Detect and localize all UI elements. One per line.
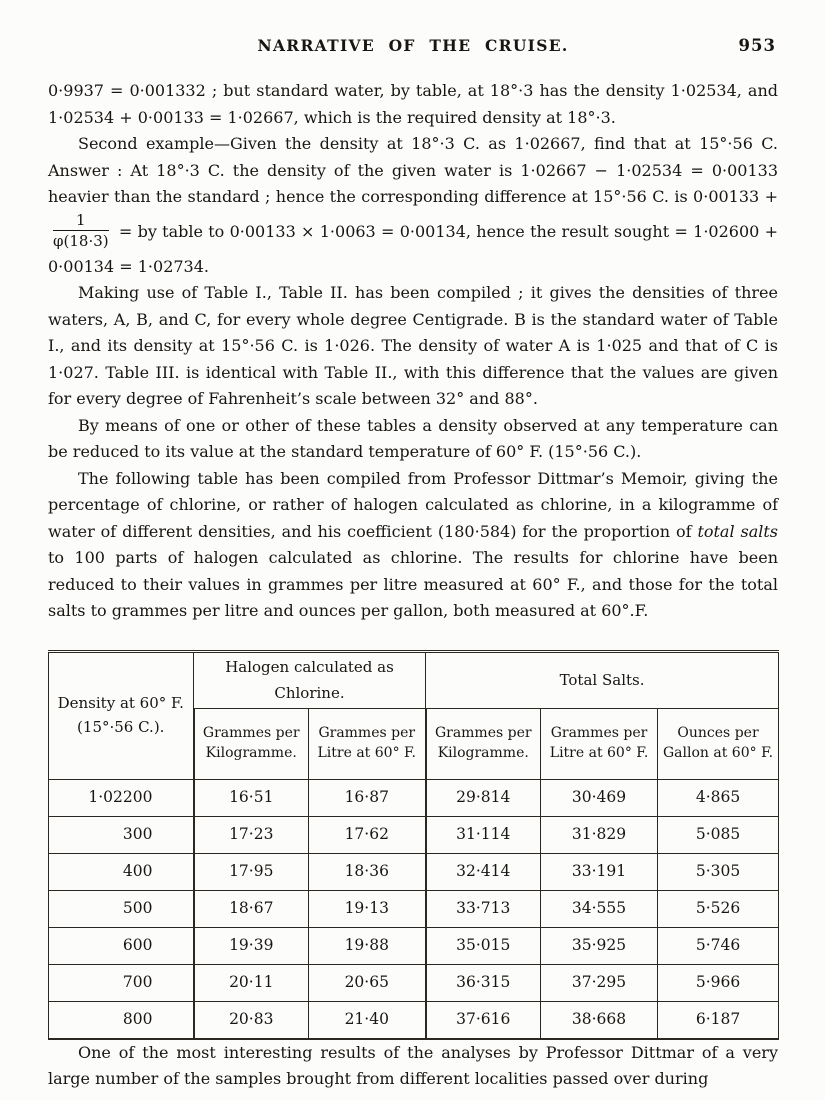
table-cell: 700 [49,964,194,1001]
table-row [49,853,779,890]
table-cell: 17·23 [194,816,309,853]
paragraph-text: The following table has been compiled from Professor Dittmar’s Memoir, giving the percentage of chlorine, or rather of halogen calculated as chlorine, in a kilogramme of water of different densities, and his coefficient (180·584) for the proportion of [48,468,778,541]
paragraph-results-intro: One of the most interesting results of the analyses by Professor Dittmar of a very large number of the samples brought from different localities passed over during [48,1042,778,1088]
table-cell: 16·87 [309,779,426,816]
paragraph-text: Second example—Given the density at 18°·3 C. as 1·02667, find that at 15°·56 C. Answer : At 18°·3 C. the density of the given water is 1·02667 − 1·02534 = 0·00133 heavier than the standard ; hence the corresponding difference at 15°·56 C. is 0·00133 + [48,134,778,206]
table-cell: 33·191 [541,853,658,890]
table-cell: 33·713 [426,890,541,927]
table-cell: 400 [49,853,194,890]
table-cell: 31·114 [426,816,541,853]
table-cell: 21·40 [309,1001,426,1039]
table-cell: 800 [49,1001,194,1039]
table-cell: 37·295 [541,964,658,1001]
group-header-total-salts: Total Salts. [426,651,779,708]
table-cell: 5·526 [658,890,779,927]
table-cell: 35·925 [541,927,658,964]
table-cell: 18·67 [194,890,309,927]
table-cell: 37·616 [426,1001,541,1039]
fraction-denominator: φ(18·3) [53,231,109,250]
table-row [49,927,779,964]
table-cell: 38·668 [541,1001,658,1039]
table-cell: 4·865 [658,779,779,816]
table-cell: 17·62 [309,816,426,853]
group-header-halogen: Halogen calculated as Chlorine. [194,651,426,708]
table-cell: 19·13 [309,890,426,927]
paragraph-continuation: 0·9937 = 0·001332 ; but standard water, by table, at 18°·3 has the density 1·02534, and 1·02534 + 0·00133 = 1·02667, which is the required density at 18°·3. [48,81,778,127]
inline-fraction [53,211,109,250]
salinity-table [48,650,779,1040]
table-cell: 20·11 [194,964,309,1001]
running-title: NARRATIVE OF THE CRUISE. [257,36,569,55]
table-cell: 19·88 [309,927,426,964]
table-cell: 5·085 [658,816,779,853]
emphasized-text: total salts [697,521,778,541]
table-cell: 500 [49,890,194,927]
table-cell: 30·469 [541,779,658,816]
table-cell: 20·83 [194,1001,309,1039]
table-cell: 36·315 [426,964,541,1001]
table-cell: 300 [49,816,194,853]
table-cell: 17·95 [194,853,309,890]
paragraph-reduction-note: By means of one or other of these tables a density observed at any temperature can be reduced to its value at the standard temperature of 60° F. (15°·56 C.). [48,415,778,461]
table-cell: 6·187 [658,1001,779,1039]
table-cell: 600 [49,927,194,964]
paragraph-dittmar-table-intro [48,466,778,625]
table-cell: 5·966 [658,964,779,1001]
table-cell: 32·414 [426,853,541,890]
table-row [49,1001,779,1039]
column-header-salts-per-gallon: Ounces per Gallon at 60° F. [658,708,779,779]
table-row [49,816,779,853]
table-cell: 34·555 [541,890,658,927]
column-header-density-line2: (15°·56 C.). [77,717,165,736]
table-cell: 1·02200 [49,779,194,816]
table-cell: 16·51 [194,779,309,816]
table-body [49,779,779,1039]
page-header [48,36,778,62]
paragraph-text: to 100 parts of halogen calculated as chlorine. The results for chlorine have been reduced to their values in grammes per litre measured at 60° F., and those for the total salts to grammes per litre and ounces per gallon, both measured at 60°.F. [48,548,778,620]
table-cell: 5·746 [658,927,779,964]
table-group-header-row [49,651,779,708]
table-cell: 5·305 [658,853,779,890]
column-header-salts-per-kg: Grammes per Kilogramme. [426,708,541,779]
column-header-density-line1: Density at 60° F. [57,694,184,713]
paragraph-text: = by table to 0·00133 × 1·0063 = 0·00134, hence the result sought = 1·02600 + 0·00134 = 1·02734. [48,221,778,276]
table-header [49,651,779,779]
table-cell: 31·829 [541,816,658,853]
fraction-numerator: 1 [53,211,109,231]
page-number: 953 [738,36,776,55]
table-cell: 18·36 [309,853,426,890]
paragraph-tables-description: Making use of Table I., Table II. has been compiled ; it gives the densities of three waters, A, B, and C, for every whole degree Centigrade. B is the standard water of Table I., and its density at 15°·56 C. is 1·026. The density of water A is 1·025 and that of C is 1·027. Table III. is identical with Table II., with this difference that the values are given for every degree of Fahrenheit’s scale between 32° and 88°. [48,283,778,408]
table-row [49,964,779,1001]
column-header-halogen-per-kg: Grammes per Kilogramme. [194,708,309,779]
table-row [49,779,779,816]
table-cell: 19·39 [194,927,309,964]
column-header-density [49,651,194,779]
table-cell: 20·65 [309,964,426,1001]
column-header-halogen-per-litre: Grammes per Litre at 60° F. [309,708,426,779]
body-text [48,78,778,1093]
table-cell: 35·015 [426,927,541,964]
column-header-salts-per-litre: Grammes per Litre at 60° F. [541,708,658,779]
table-row [49,890,779,927]
paragraph-second-example [48,131,778,280]
table-cell: 29·814 [426,779,541,816]
